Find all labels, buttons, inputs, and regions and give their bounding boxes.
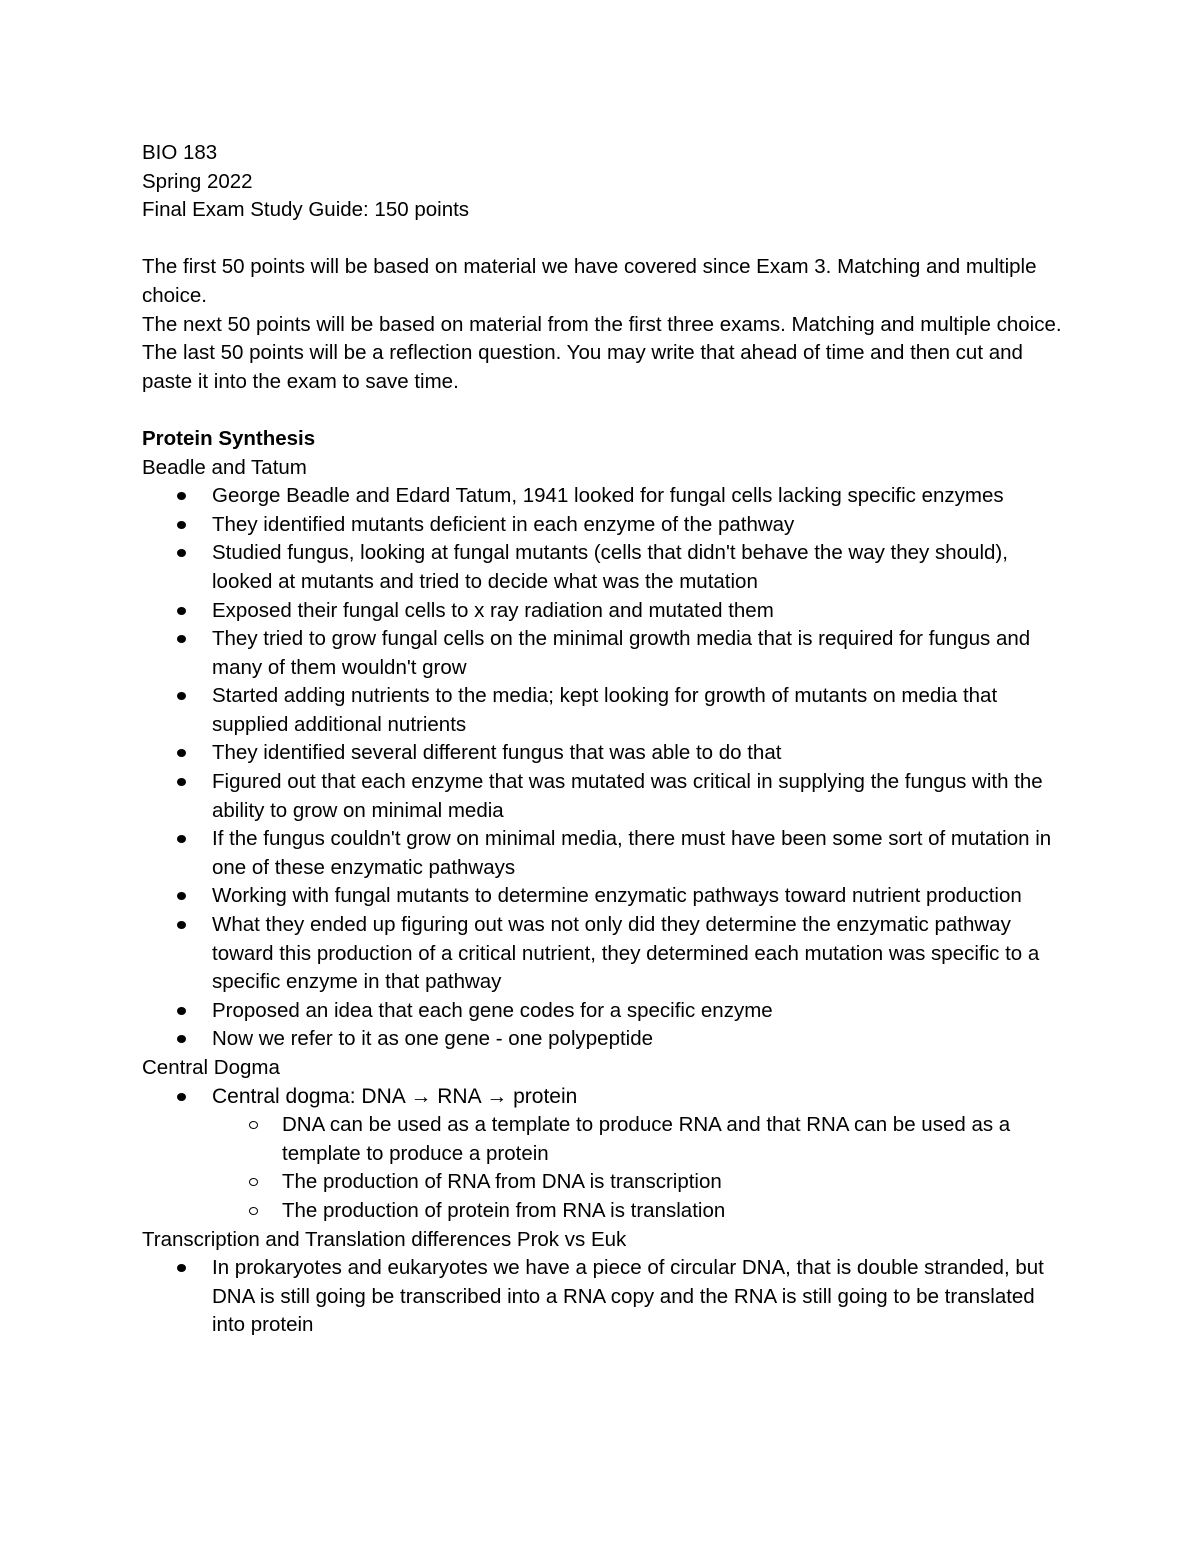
subsection-prok-vs-euk: Transcription and Translation differences Prok vs Euk: [142, 1227, 627, 1251]
intro-paragraph: The first 50 points will be based on material we have covered since Exam 3. Matching and multiple choice.: [142, 255, 1037, 307]
central-dogma-sublist: [212, 1111, 1062, 1225]
document-page: [142, 139, 1062, 1340]
bullet-icon: [177, 1093, 186, 1101]
bullet-icon: [177, 607, 186, 615]
prok-euk-list: [142, 1254, 1062, 1340]
sub-list-item: The production of protein from RNA is translation: [282, 1197, 1062, 1226]
beadle-tatum-list: [142, 482, 1062, 1054]
list-item: Proposed an idea that each gene codes for a specific enzyme: [212, 997, 1062, 1026]
sub-list-item: DNA can be used as a template to produce RNA and that RNA can be used as a template to produce a protein: [282, 1111, 1062, 1168]
list-item: George Beadle and Edard Tatum, 1941 looked for fungal cells lacking specific enzymes: [212, 482, 1062, 511]
list-item: In prokaryotes and eukaryotes we have a piece of circular DNA, that is double stranded, but DNA is still going be transcribed into a RNA copy and the RNA is still going to be translated into protein: [212, 1254, 1062, 1340]
bullet-icon: [177, 778, 186, 786]
bullet-icon: [177, 1007, 186, 1015]
list-item: Exposed their fungal cells to x ray radiation and mutated them: [212, 597, 1062, 626]
bullet-icon: [177, 635, 186, 643]
bullet-icon: [177, 521, 186, 529]
bullet-icon: [177, 692, 186, 700]
list-item: What they ended up figuring out was not only did they determine the enzymatic pathway toward this production of a critical nutrient, they determined each mutation was specific to a specific enzyme in that pathway: [212, 911, 1062, 997]
list-item: Started adding nutrients to the media; kept looking for growth of mutants on media that supplied additional nutrients: [212, 682, 1062, 739]
list-item: They identified several different fungus that was able to do that: [212, 739, 1062, 768]
central-dogma-list: [142, 1083, 1062, 1226]
subsection-beadle-tatum: Beadle and Tatum: [142, 455, 307, 479]
bullet-icon: [177, 1264, 186, 1272]
hollow-bullet-icon: [249, 1121, 258, 1129]
list-item: Figured out that each enzyme that was mutated was critical in supplying the fungus with the ability to grow on minimal media: [212, 768, 1062, 825]
list-item: Studied fungus, looking at fungal mutants (cells that didn't behave the way they should), looked at mutants and tried to decide what was the mutation: [212, 539, 1062, 596]
list-item: They identified mutants deficient in each enzyme of the pathway: [212, 511, 1062, 540]
course-code: BIO 183: [142, 141, 218, 164]
list-item: Now we refer to it as one gene - one polypeptide: [212, 1025, 1062, 1054]
document-title: Final Exam Study Guide: 150 points: [142, 198, 470, 222]
list-item: They tried to grow fungal cells on the minimal growth media that is required for fungus and many of them wouldn't grow: [212, 625, 1062, 682]
bullet-icon: [177, 921, 186, 929]
sub-list-item: The production of RNA from DNA is transcription: [282, 1168, 1062, 1197]
intro-paragraph: The next 50 points will be based on material from the first three exams. Matching and multiple choice.: [142, 312, 1062, 336]
hollow-bullet-icon: [249, 1178, 258, 1186]
intro-paragraph: The last 50 points will be a reflection question. You may write that ahead of time and then cut and paste it into the exam to save time.: [142, 341, 1023, 393]
bullet-icon: [177, 892, 186, 900]
list-item: If the fungus couldn't grow on minimal media, there must have been some sort of mutation in one of these enzymatic pathways: [212, 825, 1062, 882]
section-heading: Protein Synthesis: [142, 426, 316, 450]
bullet-icon: [177, 835, 186, 843]
bullet-icon: [177, 492, 186, 500]
term: Spring 2022: [142, 169, 253, 193]
list-item: Working with fungal mutants to determine enzymatic pathways toward nutrient production: [212, 882, 1062, 911]
list-item: Central dogma: DNA → RNA → protein DNA can be used as a template to produce RNA and that RNA can be used as a template to produce a protein The production of RNA from DNA is transcription The production of protein from RNA is translation: [212, 1083, 1062, 1226]
bullet-icon: [177, 1035, 186, 1043]
hollow-bullet-icon: [249, 1207, 258, 1215]
subsection-central-dogma: Central Dogma: [142, 1056, 280, 1079]
bullet-icon: [177, 749, 186, 757]
bullet-icon: [177, 549, 186, 557]
